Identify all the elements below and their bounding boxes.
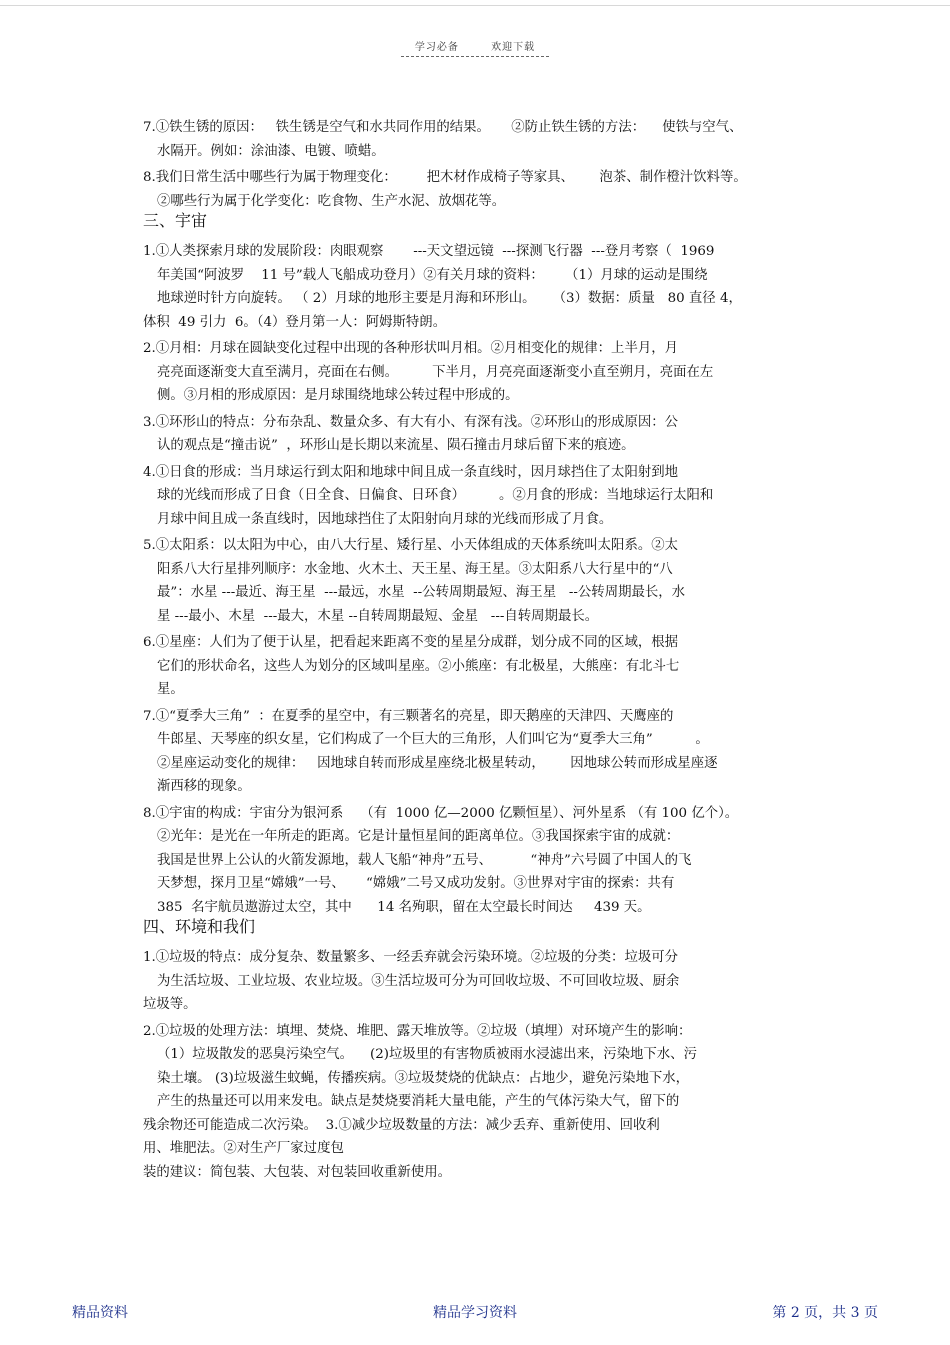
paragraph-line: 3.①环形山的特点：分布杂乱、数量众多、有大有小、有深有浅。②环形山的形成原因：公	[143, 414, 679, 430]
paragraph-line: 渐西移的现象。	[157, 779, 251, 794]
header-line	[401, 38, 549, 57]
paragraph-line: 6.①星座：人们为了便于认星，把看起来距离不变的星星分成群，划分成不同的区域，根据	[143, 635, 679, 650]
paragraph-line: 7.①“夏季大三角” ：在夏季的星空中，有三颗著名的亮星，即天鹅座的天津四、天鹰座的	[143, 708, 674, 724]
paragraph-line: （1）垃圾散发的恶臭污染空气。 (2)垃圾里的有害物质被雨水浸滤出来，污染地下水、污	[157, 1047, 697, 1062]
numbered-paragraph	[143, 946, 823, 1017]
paragraph-line: 8.我们日常生活中哪些行为属于物理变化： 把木材作成椅子等家具、 泡茶、制作橙汁饮料等。	[143, 170, 747, 185]
paragraph-line: 装的建议：简包装、大包装、对包装回收重新使用。	[143, 1164, 451, 1180]
paragraph-line: ②哪些行为属于化学变化：吃食物、生产水泥、放烟花等。	[157, 193, 506, 209]
paragraph-line: 残余物还可能造成二次污染。 3.①减少垃圾数量的方法：减少丢弃、重新使用、回收利	[143, 1117, 660, 1133]
paragraph-line: 认的观点是“撞击说” ，环形山是长期以来流星、陨石撞击月球后留下来的痕迹。	[157, 438, 635, 453]
paragraph-line: 1.①垃圾的特点：成分复杂、数量繁多、一经丢弃就会污染环境。②垃圾的分类：垃圾可分	[143, 950, 679, 965]
numbered-paragraph	[143, 534, 823, 628]
numbered-paragraph	[143, 1020, 823, 1185]
paragraph-line: 1.①人类探索月球的发展阶段：肉眼观察 ---天文望远镜 ---探测飞行器 ---登月考察（ 1969	[143, 244, 715, 259]
paragraph-line: 8.①宇宙的构成：宇宙分为银河系 （有 1000 亿—2000 亿颗恒星）、河外星系 （有 100 亿个）。	[143, 805, 739, 821]
paragraph-line: 地球逆时针方向旋转。 （ 2）月球的地形主要是月海和环形山。 （3）数据：质量 80 直径 4，	[157, 291, 742, 306]
paragraph-line: 用、堆肥法。②对生产厂家过度包	[143, 1141, 344, 1156]
top-rule	[0, 5, 950, 6]
paragraph-line: 4.①日食的形成：当月球运行到太阳和地球中间且成一条直线时，因月球挡住了太阳射到地	[143, 464, 679, 480]
numbered-paragraph	[143, 411, 823, 458]
paragraph-line: 天梦想，探月卫星“嫦娥”一号、 “嫦娥”二号又成功发射。③世界对宇宙的探索：共有	[157, 876, 675, 891]
paragraph-line: 阳系八大行星排列顺序：水金地、火木土、天王星、海王星。③太阳系八大行星中的“八	[157, 561, 673, 577]
numbered-paragraph	[143, 802, 823, 920]
paragraph-line: 球的光线而形成了日食（日全食、日偏食、日环食） 。②月食的形成：当地球运行太阳和	[157, 488, 714, 503]
section-title: 四、环境和我们	[143, 917, 256, 936]
numbered-paragraph	[143, 337, 823, 408]
numbered-paragraph	[143, 166, 823, 213]
paragraph-line: 侧。③月相的形成原因：是月球围绕地球公转过程中形成的。	[157, 388, 519, 403]
paragraph-line: ②星座运动变化的规律： 因地球自转而形成星座绕北极星转动， 因地球公转而形成星座逐	[157, 755, 718, 771]
paragraph-line: 产生的热量还可以用来发电。缺点是焚烧要消耗大量电能，产生的气体污染大气，留下的	[157, 1094, 680, 1109]
paragraph-line: 年美国“阿波罗 11 号”载人飞船成功登月）②有关月球的资料： （1）月球的运动是围绕	[157, 267, 708, 283]
paragraph-line: 垃圾等。	[143, 997, 197, 1012]
paragraph-line: 星 ---最小、木星 ---最大，木星 --自转周期最短、金星 ---自转周期最长。	[157, 608, 599, 624]
numbered-paragraph	[143, 461, 823, 532]
paragraph-line: 水隔开。例如：涂油漆、电镀、喷蜡。	[157, 143, 385, 159]
section-title: 三、宇宙	[143, 211, 208, 230]
paragraph-line: 月球中间且成一条直线时，因地球挡住了太阳射向月球的光线而形成了月食。	[157, 511, 613, 527]
paragraph-line: 最”：水星 ---最近、海王星 ---最远，水星 --公转周期最短、海王星 --公转周期最长，水	[157, 585, 686, 600]
document-body	[143, 116, 823, 1187]
paragraph-line: 亮亮面逐渐变大直至满月，亮面在右侧。 下半月，月亮亮面逐渐变小直至朔月，亮面在左	[157, 364, 714, 380]
paragraph-line: ②光年：是光在一年所走的距离。它是计量恒星间的距离单位。③我国探索宇宙的成就：	[157, 829, 680, 844]
page-header	[0, 38, 950, 57]
footer-left: 精品资料	[72, 1305, 128, 1321]
paragraph-line: 7.①铁生锈的原因： 铁生锈是空气和水共同作用的结果。 ②防止铁生锈的方法： 使铁与空气、	[143, 120, 743, 135]
paragraph-line: 385 名宇航员遨游过太空，其中 14 名殉职，留在太空最长时间达 439 天。	[157, 899, 651, 915]
numbered-paragraph	[143, 240, 823, 334]
paragraph-line: 体积 49 引力 6。（4）登月第一人：阿姆斯特朗。	[143, 314, 447, 330]
paragraph-line: 5.①太阳系：以太阳为中心，由八大行星、矮行星、小天体组成的天体系统叫太阳系。②太	[143, 538, 679, 553]
paragraph-line: 牛郎星、天琴座的织女星，它们构成了一个巨大的三角形，人们叫它为“夏季大三角” 。	[157, 732, 709, 747]
numbered-paragraph	[143, 116, 823, 163]
footer-page-number: 第 2 页，共 3 页	[772, 1305, 878, 1321]
paragraph-line: 我国是世界上公认的火箭发源地，载人飞船“神舟”五号、 “神舟”六号圆了中国人的飞	[157, 852, 692, 868]
paragraph-line: 染土壤。 (3)垃圾滋生蚊蝇，传播疾病。③垃圾焚烧的优缺点：占地少，避免污染地下水，	[157, 1070, 690, 1086]
header-right: 欢迎下载	[491, 42, 536, 53]
paragraph-line: 2.①垃圾的处理方法：填埋、焚烧、堆肥、露天堆放等。②垃圾（填埋）对环境产生的影响：	[143, 1023, 692, 1039]
paragraph-line: 2.①月相：月球在圆缺变化过程中出现的各种形状叫月相。②月相变化的规律：上半月，月	[143, 341, 679, 356]
header-left: 学习必备	[414, 42, 459, 53]
numbered-paragraph	[143, 705, 823, 799]
paragraph-line: 星。	[157, 682, 184, 697]
paragraph-line: 为生活垃圾、工业垃圾、农业垃圾。③生活垃圾可分为可回收垃圾、不可回收垃圾、厨余	[157, 973, 680, 989]
paragraph-line: 它们的形状命名，这些人为划分的区域叫星座。②小熊座：有北极星，大熊座：有北斗七	[157, 658, 680, 674]
numbered-paragraph	[143, 631, 823, 702]
footer-center: 精品学习资料	[433, 1305, 517, 1321]
